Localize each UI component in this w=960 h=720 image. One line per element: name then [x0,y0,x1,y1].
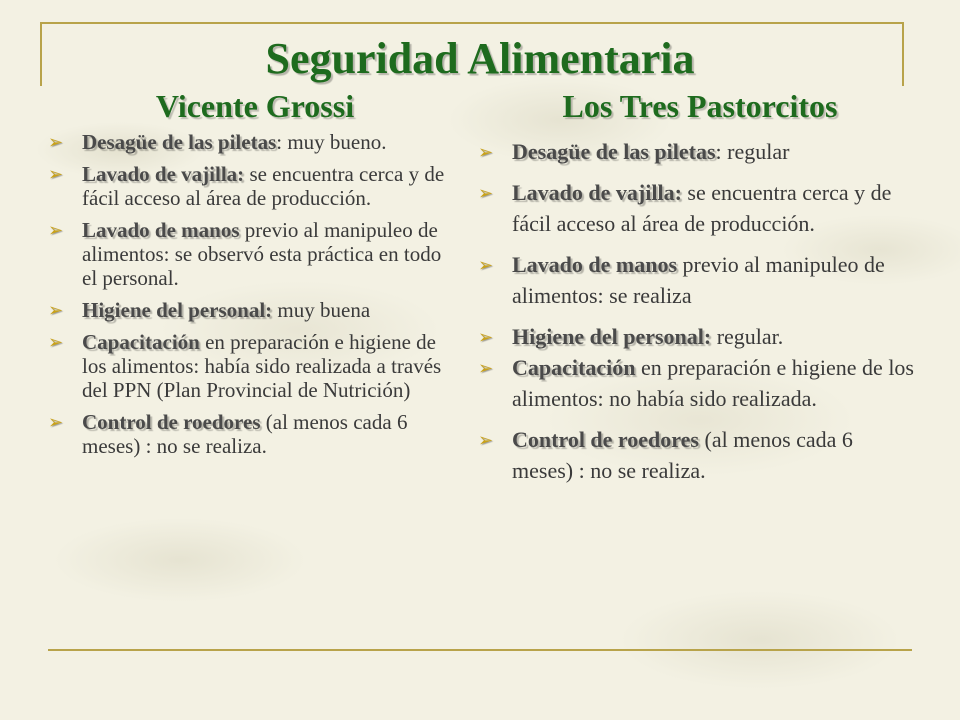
slide-title: Seguridad Alimentaria [265,34,695,83]
item-label: Higiene del personal: [512,324,712,349]
item-text: se encuentra cerca y de fácil acceso al área de producción. [512,180,892,236]
item-label: Lavado de vajilla: [82,162,245,186]
arrow-bullet-icon: ➢ [478,430,494,450]
item-text: (al menos cada 6 meses) : no se realiza. [512,427,853,483]
list-item-capacitacion [44,330,454,402]
list-item-higiene-personal [474,321,914,352]
arrow-bullet-icon: ➢ [48,132,64,152]
item-text: regular. [711,324,784,349]
item-text: en preparación e higiene de los alimentos: había sido realizada a través del PPN (Plan Provincial de Nutrición) [82,330,442,402]
frame-line-bottom [48,649,912,651]
column-heading-los-tres-pastorcitos: Los Tres Pastorcitos [562,88,838,124]
list-item-lavado-vajilla [474,177,914,239]
item-label: Lavado de manos [512,252,678,277]
item-label: Lavado de manos [82,218,240,242]
list-item-control-roedores [474,424,914,486]
list-item-lavado-manos [474,249,914,311]
list-item-higiene-personal [44,298,454,322]
bullet-list-los-tres-pastorcitos [474,136,914,496]
item-label: Lavado de vajilla: [512,180,682,205]
list-item-desague [44,130,454,154]
arrow-bullet-icon: ➢ [48,332,64,352]
list-item-capacitacion [474,352,914,414]
item-label: Control de roedores [82,410,261,434]
item-text: : muy bueno. [276,130,387,154]
item-text: en preparación e higiene de los alimentos: no había sido realizada. [512,355,914,411]
item-label: Desagüe de las piletas [512,139,716,164]
item-label: Control de roedores [512,427,699,452]
arrow-bullet-icon: ➢ [48,412,64,432]
arrow-bullet-icon: ➢ [478,183,494,203]
list-item-lavado-manos [44,218,454,290]
list-item-desague [474,136,914,167]
bullet-list-vicente-grossi [44,130,454,466]
item-label: Capacitación [512,355,636,380]
item-text: previo al manipuleo de alimentos: se observó esta práctica en todo el personal. [82,218,442,290]
arrow-bullet-icon: ➢ [48,300,64,320]
item-text: se encuentra cerca y de fácil acceso al área de producción. [82,162,445,210]
list-item-control-roedores [44,410,454,458]
arrow-bullet-icon: ➢ [478,327,494,347]
arrow-bullet-icon: ➢ [478,142,494,162]
item-label: Capacitación [82,330,200,354]
item-text: previo al manipuleo de alimentos: se realiza [512,252,885,308]
item-text: muy buena [272,298,371,322]
item-label: Desagüe de las piletas [82,130,277,154]
item-text: : regular [715,139,790,164]
arrow-bullet-icon: ➢ [48,164,64,184]
arrow-bullet-icon: ➢ [48,220,64,240]
frame-line-top [40,22,904,24]
item-label: Higiene del personal: [82,298,273,322]
arrow-bullet-icon: ➢ [478,358,494,378]
arrow-bullet-icon: ➢ [478,255,494,275]
list-item-lavado-vajilla [44,162,454,210]
item-text: (al menos cada 6 meses) : no se realiza. [82,410,408,458]
column-heading-vicente-grossi: Vicente Grossi [155,88,355,124]
